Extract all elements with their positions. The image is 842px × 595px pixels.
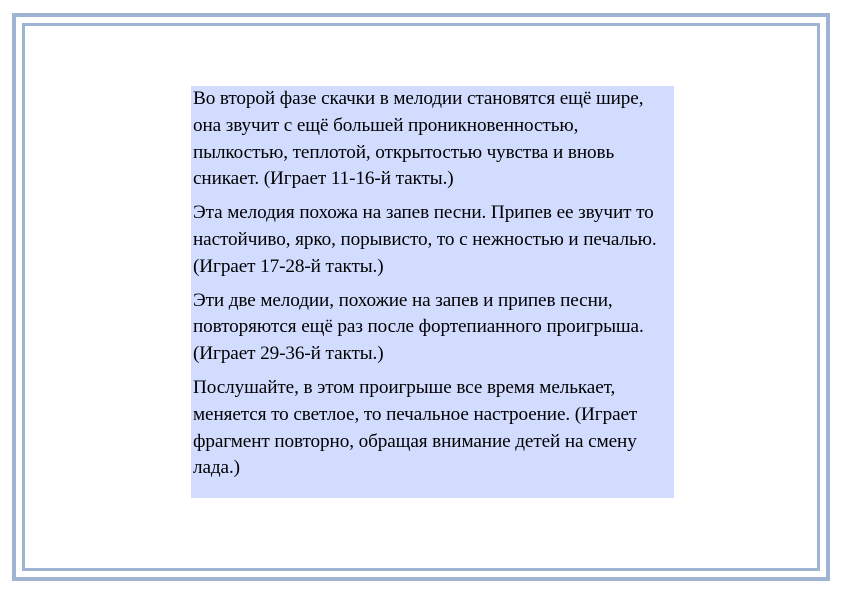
text-block xyxy=(191,86,674,498)
paragraph-2: Эта мелодия похожа на запев песни. Припев ее звучит то настойчиво, ярко, порывисто, то с нежностью и печалью. (Играет 17-28-й такты.) xyxy=(193,202,657,277)
paragraph-4: Послушайте, в этом проигрыше все время мелькает, меняется то светлое, то печальное настроение. (Играет фрагмент повторно, обращая внимание детей на смену лада.) xyxy=(193,376,638,479)
paragraph-1: Во второй фазе скачки в мелодии становятся ещё шире, она звучит с ещё большей проникновенностью, пылкостью, теплотой, открытостью чувства и вновь сникает. (Играет 11-16-й такты.) xyxy=(193,88,644,190)
paragraph-3: Эти две мелодии, похожие на запев и припев песни, повторяются ещё раз после фортепианного проигрыша. (Играет 29-36-й такты.) xyxy=(193,289,644,365)
